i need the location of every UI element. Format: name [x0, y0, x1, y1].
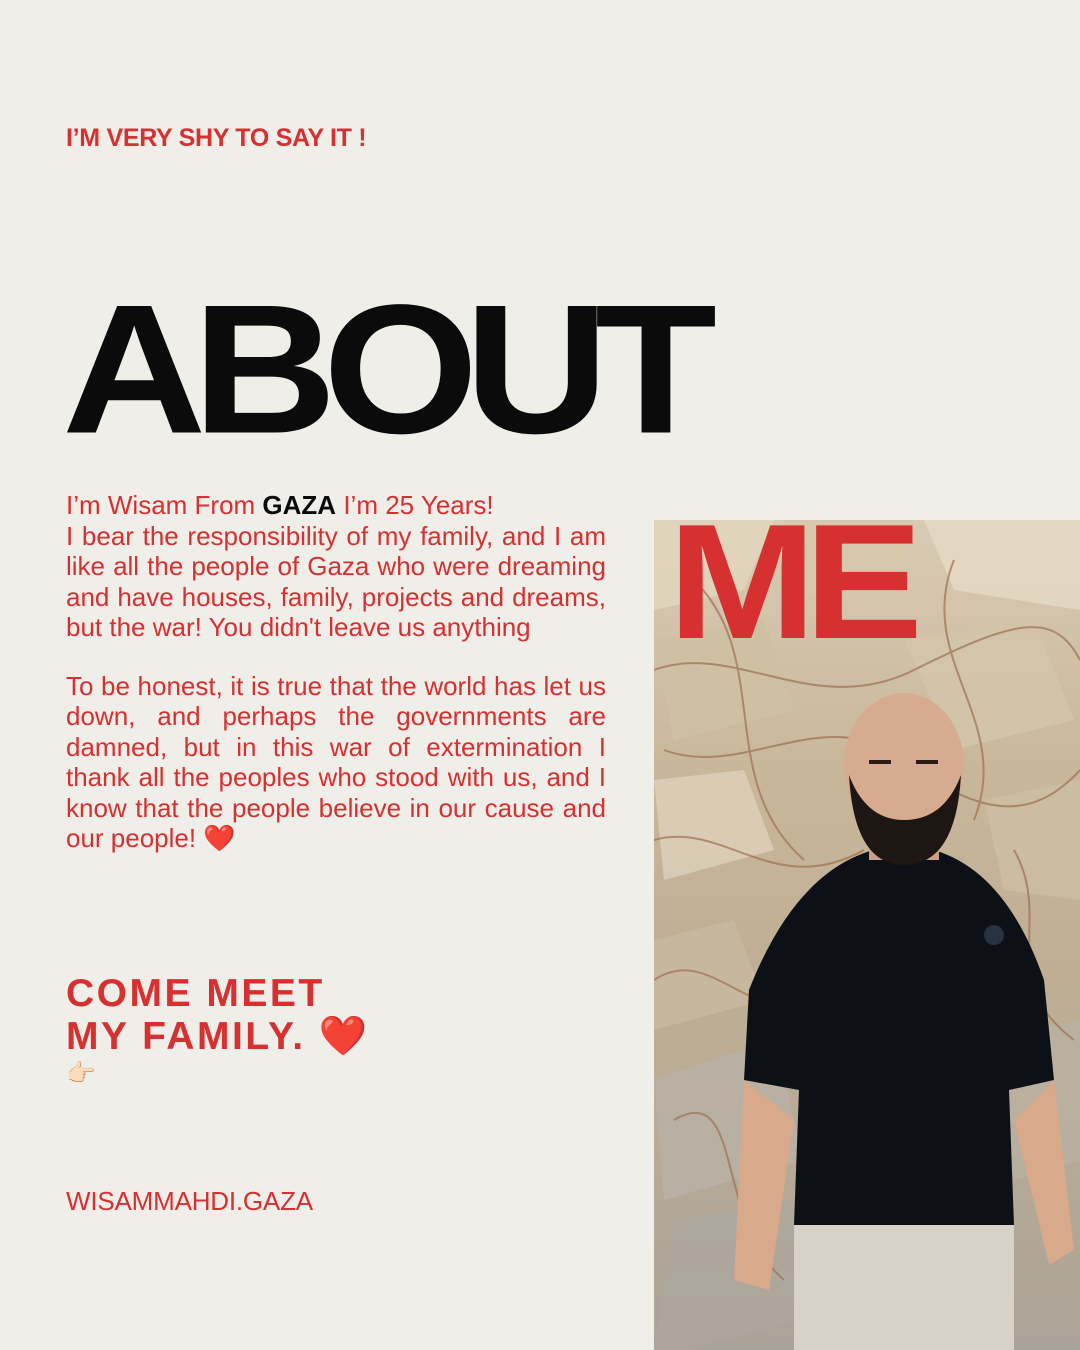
account-handle: WISAMMAHDI.GAZA — [66, 1186, 313, 1216]
cta-line-1: COME MEET — [66, 972, 325, 1015]
heart-icon: ❤️ — [318, 1015, 370, 1058]
call-to-action — [66, 972, 370, 1058]
pointing-hand-icon: 👉🏻 — [66, 1060, 96, 1087]
bio-paragraph-1-text: I bear the responsibility of my family, and I am like all the people of Gaza who were dreaming and have houses, family, projects and dreams, but the war! You didn't leave us anything — [66, 520, 606, 642]
bio-paragraph-2 — [66, 671, 606, 854]
bio-text — [66, 490, 606, 854]
cta-line-2-text: MY FAMILY. — [66, 1015, 306, 1058]
bio-intro-pre: I’m Wisam From — [66, 490, 263, 520]
bio-paragraph-2-text: To be honest, it is true that the world has let us down, and perhaps the governments are damned, but in this war of extermination I thank all the peoples who stood with us, and I know that the people believe in our cause and our people! — [66, 670, 606, 853]
bio-intro-post: I’m 25 Years! — [336, 490, 494, 520]
bio-intro-gaza: GAZA — [262, 490, 337, 520]
heart-icon: ❤️ — [203, 823, 236, 853]
heading-me: ME — [668, 489, 911, 673]
bio-paragraph-1 — [66, 490, 606, 643]
heading-about: ABOUT — [62, 266, 704, 473]
tagline: I’M VERY SHY TO SAY IT ! — [66, 124, 367, 152]
cta-line-2 — [66, 1015, 370, 1058]
